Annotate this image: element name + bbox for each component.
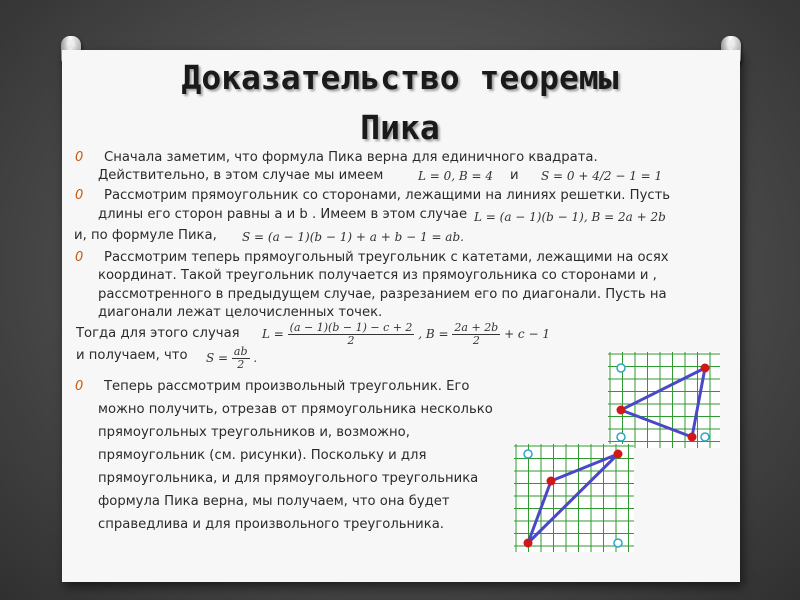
formula-fraction-l-denominator: 2 bbox=[347, 334, 355, 347]
text-line-2: Действительно, в этом случае мы имеем bbox=[98, 168, 384, 183]
formula-s-tail: . bbox=[253, 351, 258, 365]
text-line-16: прямоугольника, и для прямоугольного треугольника bbox=[98, 471, 479, 486]
formula-fraction-l-numerator: (a − 1)(b − 1) − c + 2 bbox=[289, 321, 413, 334]
vertex-dot bbox=[688, 433, 697, 442]
corner-marker-icon bbox=[614, 539, 622, 547]
text-line-7: координат. Такой треугольник получается из прямоугольника со сторонами и , bbox=[98, 268, 657, 283]
formula-l-b-right-triangle bbox=[262, 322, 550, 347]
formula-fraction-b-denominator: 2 bbox=[472, 334, 480, 347]
formula-l-b-unit-square: L = 0, B = 4 bbox=[418, 169, 494, 183]
slide-title-line-2: Пика bbox=[360, 108, 440, 147]
text-line-3: Рассмотрим прямоугольник со сторонами, лежащими на линиях решетки. Пусть bbox=[104, 188, 671, 203]
text-line-18: справедлива и для произвольного треугольника. bbox=[98, 517, 444, 532]
grid-figure-triangle-upper bbox=[608, 352, 720, 448]
text-line-12: Теперь рассмотрим произвольный треугольник. Его bbox=[104, 379, 470, 394]
bullet-marker-2: 0 bbox=[75, 188, 84, 203]
formula-fraction-s bbox=[232, 346, 250, 371]
corner-marker-icon bbox=[617, 364, 625, 372]
bullet-marker-4: 0 bbox=[75, 379, 84, 394]
text-line-4: длины его сторон равны a и b . Имеем в этом случае bbox=[98, 207, 468, 222]
bullet-marker-3: 0 bbox=[75, 250, 84, 265]
text-line-1: Сначала заметим, что формула Пика верна для единичного квадрата. bbox=[104, 150, 598, 165]
text-line-17: формула Пика верна, мы получаем, что она будет bbox=[98, 494, 450, 509]
text-line-9: диагонали лежат целочисленных точек. bbox=[98, 305, 383, 320]
formula-fraction-s-denominator: 2 bbox=[237, 358, 245, 371]
corner-marker-icon bbox=[524, 450, 532, 458]
text-line-2-and: и bbox=[510, 168, 519, 183]
formula-fraction-b-numerator: 2a + 2b bbox=[454, 321, 499, 334]
formula-s-prefix: S = bbox=[206, 351, 229, 365]
formula-fraction-b bbox=[452, 322, 500, 347]
vertex-dot bbox=[524, 539, 533, 548]
vertex-dot bbox=[617, 406, 626, 415]
vertex-dot bbox=[614, 450, 623, 459]
formula-l-prefix: L = bbox=[262, 327, 284, 341]
text-line-14: прямоугольных треугольников и, возможно, bbox=[98, 425, 410, 440]
formula-fraction-l bbox=[288, 322, 415, 347]
text-line-5: и, по формуле Пика, bbox=[74, 228, 217, 243]
formula-s-right-triangle bbox=[206, 346, 257, 371]
formula-l-b-rectangle: L = (a − 1)(b − 1), B = 2a + 2b bbox=[474, 210, 666, 224]
text-line-11: и получаем, что bbox=[76, 348, 188, 363]
text-line-13: можно получить, отрезав от прямоугольника несколько bbox=[98, 402, 493, 417]
text-line-8: рассмотренного в предыдущем случае, разрезанием его по диагонали. Пусть на bbox=[98, 287, 667, 302]
formula-b-tail: + c − 1 bbox=[504, 327, 550, 341]
formula-fraction-s-numerator: ab bbox=[233, 345, 248, 358]
formula-b-prefix: , B = bbox=[418, 327, 449, 341]
slide-title-line-1: Доказательство теоремы bbox=[181, 58, 619, 97]
text-line-15: прямоугольник (см. рисунки). Поскольку и для bbox=[98, 448, 427, 463]
formula-s-unit-square: S = 0 + 4/2 − 1 = 1 bbox=[541, 169, 663, 183]
vertex-dot bbox=[547, 477, 556, 486]
vertex-dot bbox=[701, 364, 710, 373]
grid-figure-triangle-lower bbox=[514, 444, 634, 552]
formula-s-rectangle: S = (a − 1)(b − 1) + a + b − 1 = ab. bbox=[242, 230, 464, 244]
text-line-10: Тогда для этого случая bbox=[76, 326, 240, 341]
bullet-marker-1: 0 bbox=[75, 150, 84, 165]
text-line-6: Рассмотрим теперь прямоугольный треугольник с катетами, лежащими на осях bbox=[104, 250, 669, 265]
corner-marker-icon bbox=[701, 433, 709, 441]
corner-marker-icon bbox=[617, 433, 625, 441]
